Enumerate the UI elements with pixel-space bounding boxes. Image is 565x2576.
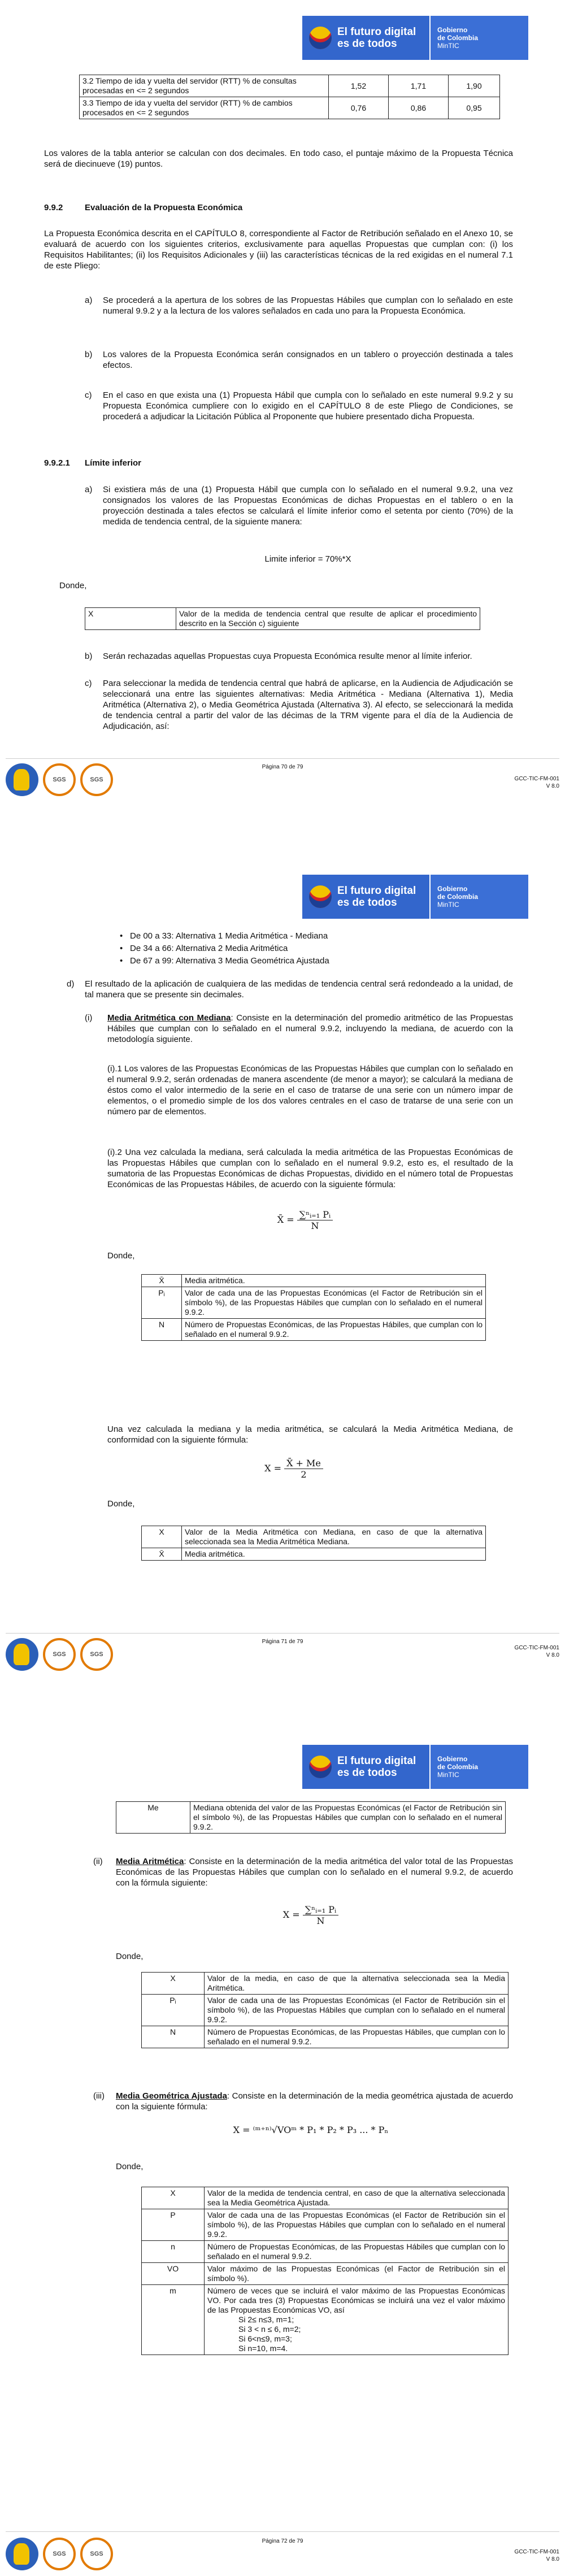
- table-row: n Número de Propuestas Económicas, de las Propuestas Hábiles que cumplan con lo señalado en el numeral 9.9.2.: [142, 2241, 508, 2263]
- item-b-mark: b): [85, 350, 93, 359]
- colombia-crest-icon: [309, 1756, 332, 1778]
- paragraph-992: La Propuesta Económica descrita en el CAPÍTULO 8, correspondiente al Factor de Retribución señalado en el Anexo 10, se evaluará de acuerdo con los siguientes criterios, exclusivamente para aquellas Propuestas que cumplan con: (i) los Requisitos Habilitantes; (ii) los Requisitos Adicionales y (iii) las características técnicas de la red exigidas en el numeral 7.1 de este Pliego:: [44, 229, 513, 271]
- header-banner: El futuro digital es de todos Gobierno de Colombia MinTIC: [302, 875, 528, 919]
- document-page-70: [0, 0, 565, 789]
- list-item: • De 34 a 66: Alternativa 2 Media Aritmética: [130, 943, 288, 954]
- table-row: 3.3 Tiempo de ida y vuelta del servidor (RTT) % de cambios procesados en <= 2 segundos 0,76 0,86 0,95: [80, 97, 500, 119]
- formula-mean: X̄ = $\frac{\text{∑ⁿᵢ₌₁ Pᵢ}}{N}$: [249, 1209, 362, 1231]
- header-banner: [302, 16, 528, 60]
- table-row: X Valor de la media, en caso de que la alternativa seleccionada sea la Media Aritmética.: [142, 1973, 508, 1995]
- item-d: El resultado de la aplicación de cualquiera de las medidas de tendencia central será redondeado a la unidad, de tal manera que se presente sin decimales.: [85, 979, 513, 1000]
- i-mark: (i): [85, 1013, 93, 1023]
- list-item: • De 00 a 33: Alternativa 1 Media Aritmética - Mediana: [130, 931, 328, 941]
- ii-title: Media Aritmética: [116, 1857, 184, 1866]
- iii-title: Media Geométrica Ajustada: [116, 2091, 227, 2101]
- i-paragraph: Media Aritmética con Mediana: Consiste en la determinación del promedio aritmético de las Propuestas Hábiles que cumplan con lo señalado en el numeral 9.9.2, incluyendo la mediana, de acuerdo con la metodología siguiente.: [107, 1013, 513, 1044]
- page-number: Página 70 de 79: [262, 764, 303, 770]
- heading-9921-title: Límite inferior: [85, 458, 142, 468]
- banner-sub-line3: MinTIC: [437, 42, 459, 50]
- ii-paragraph: Media Aritmética: Consiste en la determinación de la media aritmética del valor total de las Propuestas Económicas de las Propuestas Hábiles que cumplan con lo señalado en el numeral 9.9.2, de acuerdo con la fórmula siguiente:: [116, 1857, 513, 1888]
- donde-label: Donde,: [116, 1952, 144, 1961]
- item-a: Se procederá a la apertura de los sobres de las Propuestas Hábiles que cumplan con lo señalado en este numeral 9.9.2 y a la lectura de los valores señalados en cada uno para la Propuesta Económica.: [103, 296, 513, 316]
- sgs-certification-icon: SGS: [43, 1638, 76, 1671]
- sub-c-mark: c): [85, 679, 92, 688]
- sub-b-mark: b): [85, 651, 93, 661]
- item-c-mark: c): [85, 390, 92, 400]
- formula-geometric: X = ⁽ᵐ⁺ⁿ⁾√VOᵐ * P₁ * P₂ * P₃ ... * Pₙ: [233, 2125, 389, 2135]
- donde-label: Donde,: [107, 1499, 135, 1509]
- banner-sub-line1: Gobierno: [437, 26, 468, 34]
- list-item: • De 67 a 99: Alternativa 3 Media Geométrica Ajustada: [130, 955, 329, 966]
- i-title: Media Aritmética con Mediana: [107, 1013, 231, 1023]
- table-row: X Valor de la medida de tendencia central, en caso de que la alternativa seleccionada sea la Media Geométrica Ajustada.: [142, 2187, 508, 2209]
- table-row: X Valor de la Media Aritmética con Mediana, en caso de que la alternativa seleccionada sea la Media Aritmética Mediana.: [142, 1526, 486, 1548]
- item-c: En el caso en que exista una (1) Propuesta Hábil que cumpla con lo señalado en este numeral 9.9.2 y su Propuesta Económica cumpliere con lo exigido en el CAPÍTULO 8 de este Pliego de Condiciones, se procederá a adjudicar la Licitación Pública al Proponente que hubiere presentado dicha Propuesta.: [103, 390, 513, 422]
- iii-paragraph: Media Geométrica Ajustada: Consiste en la determinación de la media geométrica ajustada de acuerdo con la siguiente fórmula:: [116, 2091, 513, 2112]
- table-row: VO Valor máximo de las Propuestas Económicas (el Factor de Retribución sin el símbolo %).: [142, 2263, 508, 2285]
- sub-a: Si existiera más de una (1) Propuesta Hábil que cumpla con lo señalado en el numeral 9.9.2, una vez consignados los valores de las Propuestas Económicas de dichas Propuestas en el tablero o en la proyección destinada a tales efectos se calculará el límite inferior como el setenta por ciento (70%) de la medida de tendencia central, de la siguiente manera:: [103, 485, 513, 527]
- sgs-certification-icon: SGS: [80, 2538, 113, 2570]
- values-note: Los valores de la tabla anterior se calculan con dos decimales. En todo caso, el puntaje máximo de la Propuesta Técnica será de diecinueve (19) puntos.: [44, 149, 513, 169]
- i2-paragraph: (i).2 Una vez calculada la mediana, será calculada la media aritmética de las Propuestas Económicas de las Propuestas Hábiles que cumplan con lo señalado en el numeral 9.9.2, esto es, el resultado de la sumatoria de las Propuestas Económicas de dichas Propuestas, dividido en el número total de Propuestas Económicas de las Propuestas Hábiles, de acuerdo con la siguiente fórmula:: [107, 1148, 513, 1189]
- mediana-paragraph: Una vez calculada la mediana y la media aritmética, se calculará la Media Aritmética Mediana, de conformidad con la siguiente fórmula:: [107, 1424, 513, 1445]
- formula-mean-ii: X = $\frac{\text{∑ⁿᵢ₌₁ Pᵢ}}{N}$: [254, 1904, 367, 1926]
- me-definition-table: [116, 1801, 506, 1834]
- heading-992-title: Evaluación de la Propuesta Económica: [85, 203, 243, 212]
- table-row: X̄ Media aritmética.: [142, 1275, 486, 1287]
- rtt-table: [79, 75, 500, 119]
- banner-title-line1: El futuro digital: [337, 26, 416, 38]
- table-row: X Valor de la medida de tendencia central que resulte de aplicar el procedimiento descrito en la Sección c) siguiente: [85, 608, 480, 630]
- item-a-mark: a): [85, 296, 93, 305]
- mean-ii-definition-table: [141, 1972, 508, 2048]
- limit-formula: Limite inferior = 70%*X: [264, 554, 351, 564]
- sub-c: Para seleccionar la medida de tendencia central que habrá de aplicarse, en la Audiencia de Adjudicación se seleccionará una entre las siguientes alternativas: Media Aritmética - Mediana (Alternativa 1), Media Aritmética (Alternativa 2), o Media Geométrica Ajustada (Alternativa 3). Al efecto, se seleccionará la medida de tendencia central a partir del valor de las décimas de la TRM vigente para el día de la Audiencia de Adjudicación, así:: [103, 679, 513, 731]
- donde-label: Donde,: [59, 581, 87, 590]
- table-row: Pᵢ Valor de cada una de las Propuestas Económicas (el Factor de Retribución sin el símbolo %), de las Propuestas Hábiles que cumplan con lo señalado en el numeral 9.9.2.: [142, 1287, 486, 1319]
- doc-code: GCC-TIC-FM-001 V 8.0: [514, 776, 559, 789]
- geometric-definition-table: [141, 2187, 508, 2355]
- footer-logos: [6, 763, 118, 797]
- heading-992-num: 9.9.2: [44, 203, 63, 212]
- page-number: Página 72 de 79: [262, 2538, 303, 2544]
- sgs-certification-icon: SGS: [43, 2538, 76, 2570]
- colombia-crest-icon: [309, 885, 332, 908]
- banner-title-line2: es de todos: [337, 38, 397, 50]
- mediana-definition-table: [141, 1526, 486, 1561]
- sub-b: Serán rechazadas aquellas Propuestas cuya Propuesta Económica resulte menor al límite inferior.: [103, 651, 472, 661]
- footer-logos: [6, 2537, 118, 2571]
- table-row: N Número de Propuestas Económicas, de las Propuestas Hábiles, que cumplan con lo señalado en el numeral 9.9.2.: [142, 2026, 508, 2048]
- table-row: P Valor de cada una de las Propuestas Económicas (el Factor de Retribución sin el símbolo %), de las Propuestas Hábiles que cumplan con lo señalado en el numeral 9.9.2.: [142, 2209, 508, 2241]
- donde-label: Donde,: [107, 1251, 135, 1261]
- x-definition-table: [85, 607, 480, 630]
- sgs-certification-icon: SGS: [43, 763, 76, 796]
- table-row: Pᵢ Valor de cada una de las Propuestas Económicas (el Factor de Retribución sin el símbolo %), de las Propuestas Hábiles que cumplan con lo señalado en el numeral 9.9.2.: [142, 1995, 508, 2026]
- i1-paragraph: (i).1 Los valores de las Propuestas Económicas de las Propuestas Hábiles que cumplan con lo señalado en el numeral 9.9.2, serán ordenadas de manera ascendente (de menor a mayor); se calculará la mediana de éstos como el valor intermedio de la serie en el caso de tratarse de una serie con un número impar de elementos, o el promedio simple de los dos valores centrales en el caso de tratarse de una serie con un número par de elementos.: [107, 1064, 513, 1117]
- mean-definition-table: [141, 1274, 486, 1341]
- table-row: N Número de Propuestas Económicas, de las Propuestas Hábiles, que cumplan con lo señalado en el numeral 9.9.2.: [142, 1319, 486, 1341]
- doc-code: GCC-TIC-FM-001 V 8.0: [514, 2549, 559, 2562]
- table-row: X̄ Media aritmética.: [142, 1548, 486, 1561]
- table-row: m Número de veces que se incluirá el valor máximo de las Propuestas Económicas VO. Por cada tres (3) Propuestas Económicas se incluirá una vez el valor máximo de las Propuestas Económicas VO, así Si 2≤ n≤3, m=1; Si 3 < n ≤ 6, m=2; Si 6<n≤9, m=3; Si n=10, m=4.: [142, 2285, 508, 2355]
- page-number: Página 71 de 79: [262, 1639, 303, 1645]
- institution-logo-icon: [6, 2538, 38, 2570]
- item-d-mark: d): [67, 979, 75, 989]
- heading-9921-num: 9.9.2.1: [44, 458, 70, 468]
- document-page-71: [0, 859, 565, 1661]
- institution-logo-icon: [6, 763, 38, 796]
- doc-code: GCC-TIC-FM-001 V 8.0: [514, 1645, 559, 1658]
- sgs-certification-icon: SGS: [80, 763, 113, 796]
- banner-sub-line2: de Colombia: [437, 34, 479, 42]
- table-row: 3.2 Tiempo de ida y vuelta del servidor (RTT) % de consultas procesadas en <= 2 segundos 1,52 1,71 1,90: [80, 75, 500, 97]
- institution-logo-icon: [6, 1638, 38, 1671]
- formula-mediana: X = $\frac{X̄ + Me}{2}$: [237, 1458, 350, 1480]
- item-b: Los valores de la Propuesta Económica serán consignados en un tablero o proyección destinada a tales efectos.: [103, 350, 513, 370]
- ii-mark: (ii): [93, 1857, 103, 1866]
- sgs-certification-icon: SGS: [80, 1638, 113, 1671]
- sub-a-mark: a): [85, 485, 93, 494]
- iii-mark: (iii): [93, 2091, 105, 2101]
- footer-logos: [6, 1637, 118, 1671]
- document-page-72: [0, 1729, 565, 2576]
- colombia-crest-icon: [309, 27, 332, 49]
- table-row: Me Mediana obtenida del valor de las Propuestas Económicas (el Factor de Retribución sin el símbolo %), de las Propuestas Hábiles que cumplan con lo señalado en el numeral 9.9.2.: [116, 1802, 506, 1834]
- header-banner: El futuro digital es de todos Gobierno de Colombia MinTIC: [302, 1745, 528, 1789]
- donde-label: Donde,: [116, 2162, 144, 2171]
